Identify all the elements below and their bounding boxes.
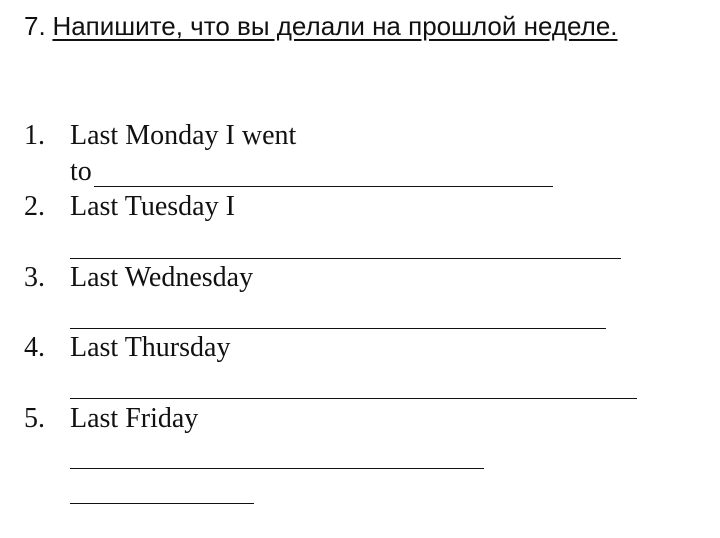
- task-title: Напишите, что вы делали на прошлой неделе.: [52, 11, 618, 41]
- item-number: 2.: [24, 191, 45, 222]
- item-text: Last Wednesday: [70, 262, 254, 293]
- item-text: Last Friday: [70, 403, 199, 434]
- task-heading: [24, 8, 664, 45]
- item-text: Last Tuesday I: [70, 191, 235, 222]
- answer-blank[interactable]: [94, 186, 553, 187]
- item-number: 3.: [24, 262, 45, 293]
- answer-blank[interactable]: [70, 398, 637, 399]
- item-continuation: to: [70, 156, 92, 187]
- item-number: 4.: [24, 332, 45, 363]
- answer-blank[interactable]: [70, 328, 606, 329]
- item-number: 1.: [24, 120, 45, 151]
- item-text: Last Monday I went: [70, 120, 297, 151]
- answer-blank[interactable]: [70, 258, 621, 259]
- item-number: 5.: [24, 403, 45, 434]
- task-number: 7.: [24, 11, 46, 41]
- answer-blank[interactable]: [70, 468, 484, 469]
- answer-blank[interactable]: [70, 503, 254, 504]
- item-text: Last Thursday: [70, 332, 231, 363]
